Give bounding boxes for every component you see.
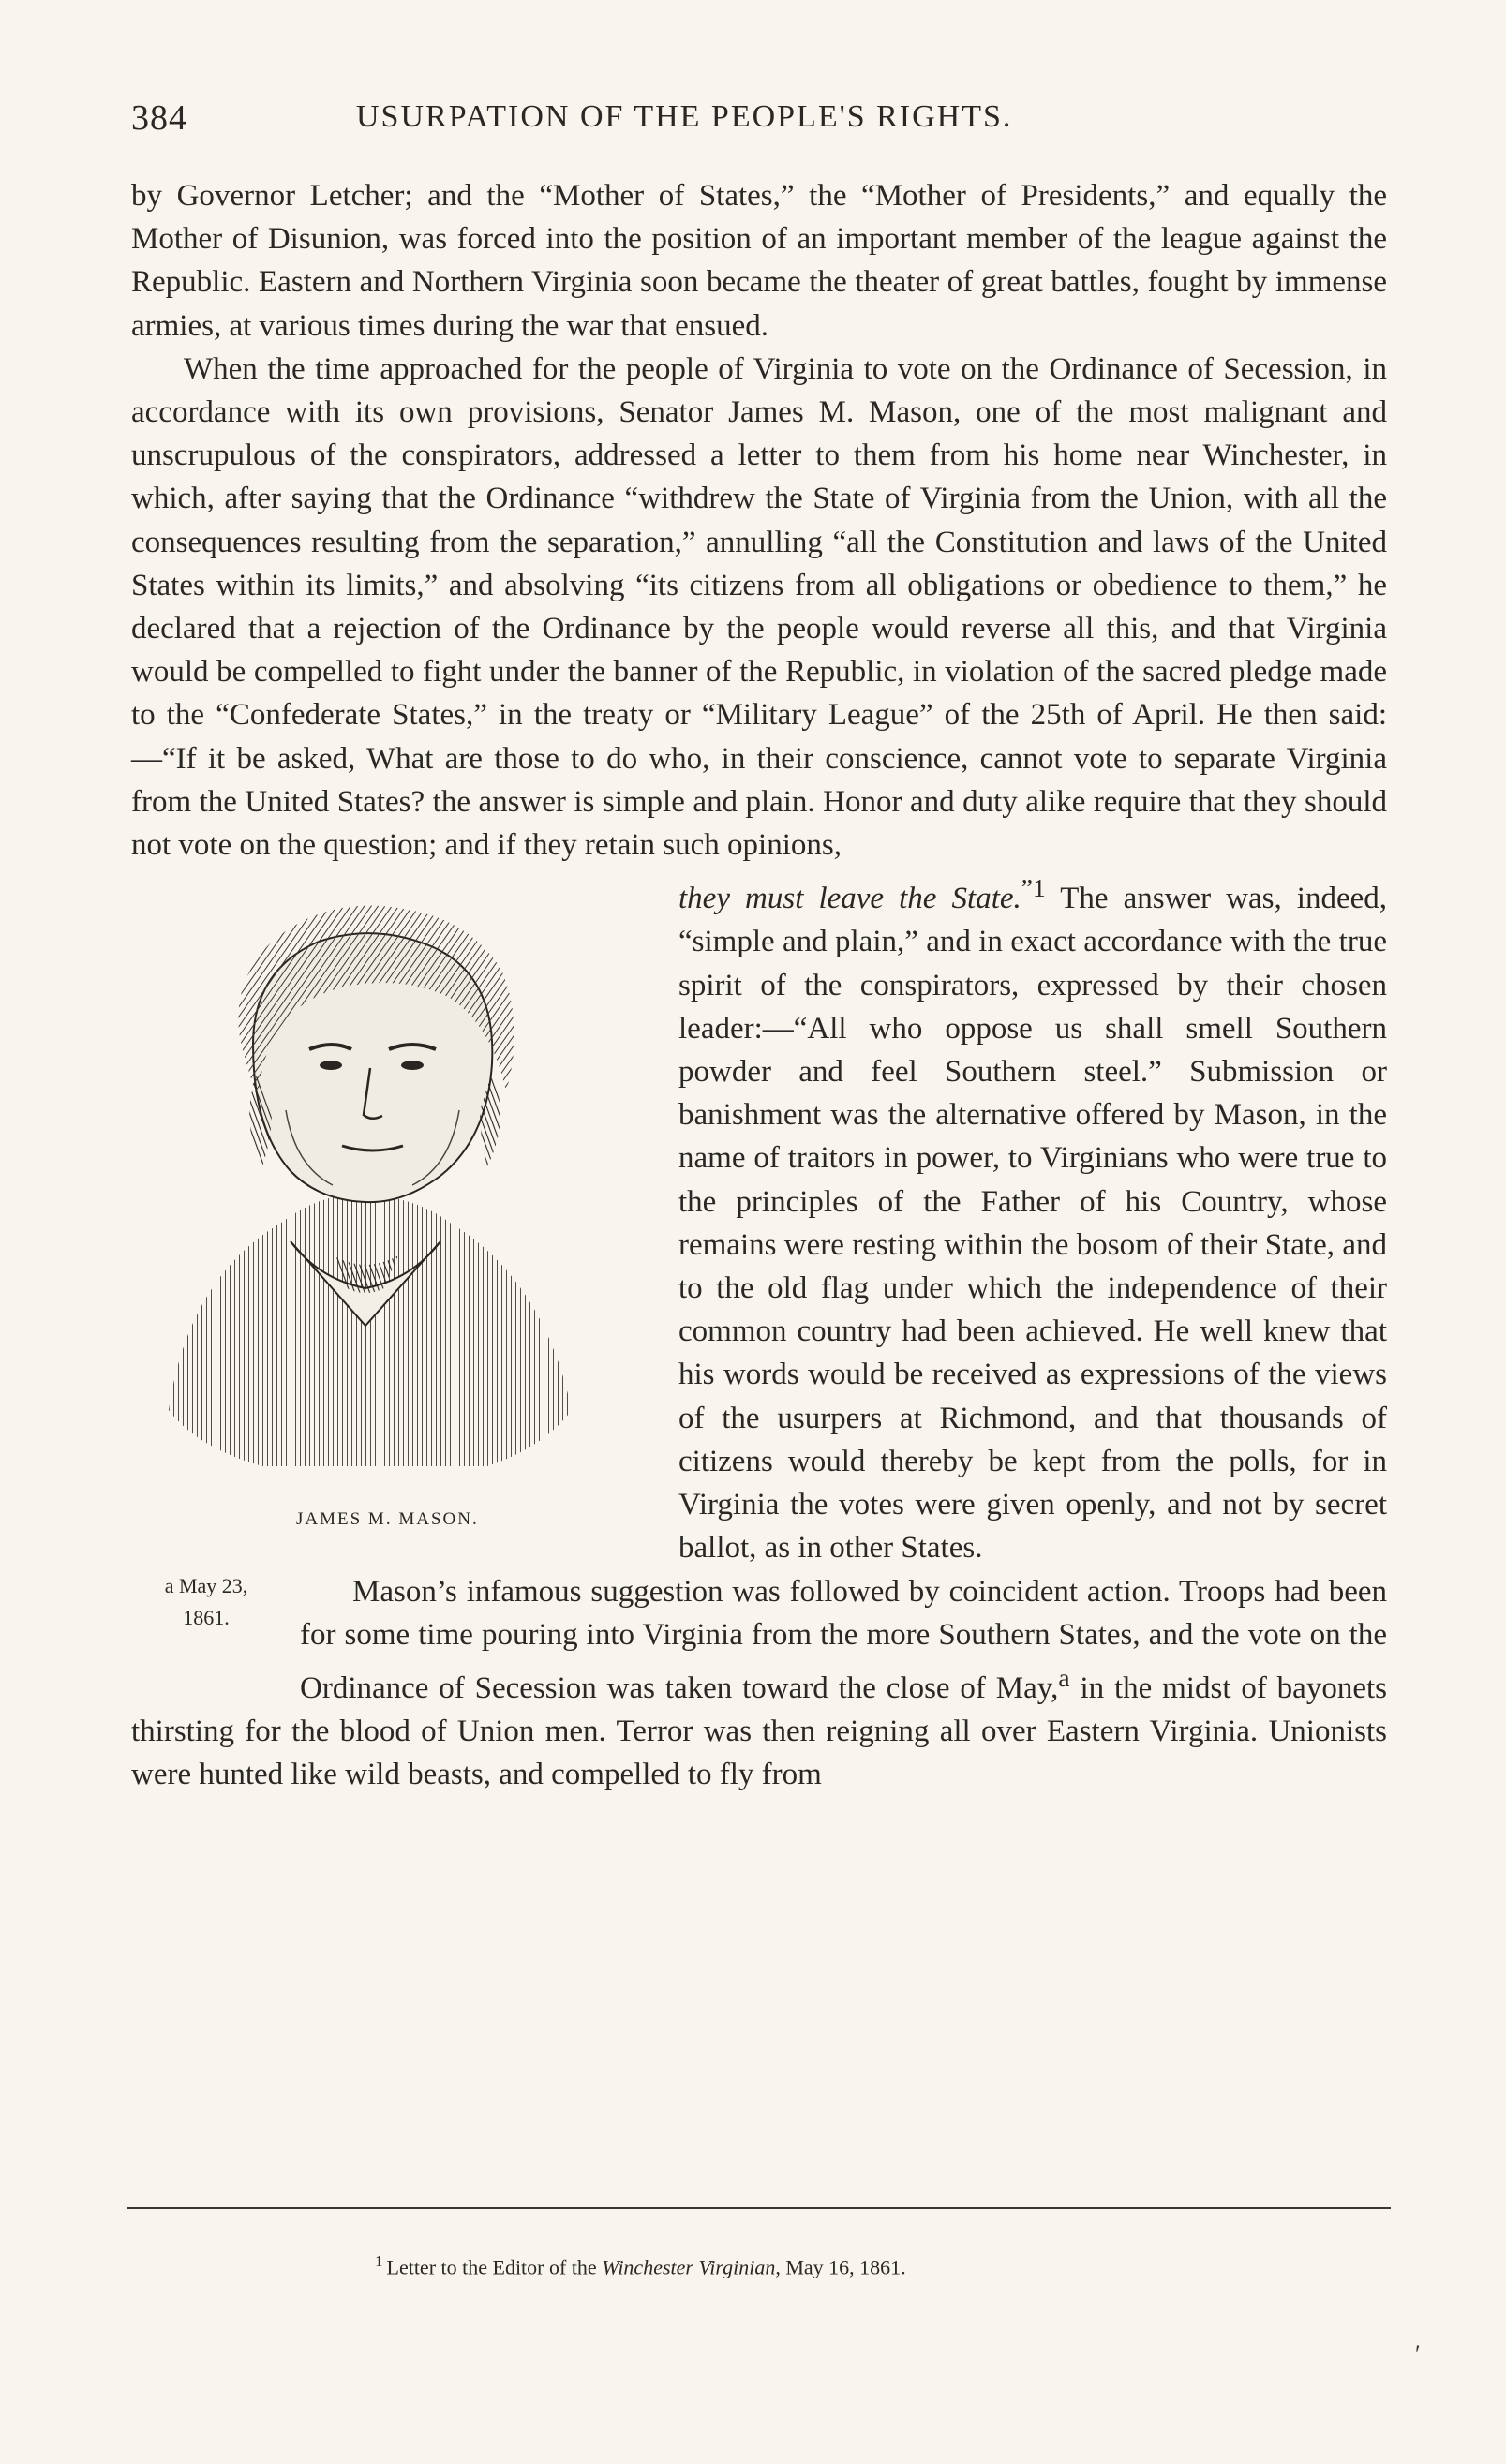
- footnote-text-b: , May 16, 1861.: [775, 2255, 906, 2279]
- portrait-caption: JAMES M. MASON.: [296, 1509, 479, 1530]
- engraved-portrait-image: [131, 885, 619, 1485]
- page-number: 384: [131, 98, 187, 138]
- paragraph-2-part-a: When the time approached for the people of Virginia to vote on the Ordinance of Secession, in accordance with its own provisions, Senator James M. Mason, one of the most malignant and unscrupulous of the conspirators, addressed a letter to them from his home near Winchester, in which, after saying that the Ordinance “withdrew the State of Virginia from the Union, with all the consequences resulting from the separation,” annulling “all the Constitution and laws of the United States within its limits,” and absolving “its citizens from all obligations or obedience to them,” he declared that a rejection of the Ordinance by the people would reverse all this, and that Virginia would be compelled to fight under the banner of the Republic, in violation of the sacred pledge made to the “Confederate States,” in the treaty or “Military League” of the 25th of April. He then said:—“If it be asked, What are those to do who, in their conscience, cannot vote to separate Virginia from the United States? the answer is simple and plain. Honor and duty alike require that they should not vote on the question; and if they retain such opinions,: [131, 351, 1387, 863]
- running-title: USURPATION OF THE PEOPLE'S RIGHTS.: [356, 99, 1013, 134]
- paragraph-3: [131, 1570, 1387, 1797]
- paragraph-2-part-b: The answer was, indeed, “simple and plain,” and in exact accordance with the true spirit of the conspirators, expressed by their chosen leader:—“All who oppose us shall smell Southern powder and feel Southern steel.” Submission or banishment was the alternative offered by Mason, in the name of traitors in power, to Virginians who were true to the principles of the Father of his Country, whose remains were resting within the bosom of their State, and to the old flag under which the independence of their common country had been achieved. He well knew that his words would be received as expressions of the views of the usurpers at Richmond, and that thousands of citizens would thereby be kept from the polls, for in Virginia the votes were given openly, and not by secret ballot, as in other States.: [678, 882, 1388, 1566]
- paragraph-3-part-a: Mason’s infamous suggestion was followed by coincident action. Troops had been for some time pouring into Virginia from the more Southern States, and the vote on the Ordinance of Secession was taken toward the close of May,: [300, 1574, 1387, 1705]
- printing-speck: ′: [1415, 2340, 1421, 2368]
- paragraph-3-part-b: in the midst of bayonets thirsting for the blood of Union men. Terror was then reigning all over Eastern Virginia. Unionists were hunted like wild beasts, and compelled to fly from: [131, 1670, 1387, 1792]
- portrait-figure: [131, 867, 656, 1560]
- paragraph-1: by Governor Letcher; and the “Mother of States,” the “Mother of Presidents,” and equally the Mother of Disunion, was forced into the position of an important member of the league against the Republic. Eastern and Northern Virginia soon became the theater of great battles, fought by immense armies, at various times during the war that ensued.: [131, 179, 1387, 343]
- footnote: [375, 2252, 1387, 2279]
- margin-date-note: [131, 1570, 281, 1673]
- footnote-divider: [127, 2207, 1391, 2209]
- body-text: [131, 174, 1387, 1797]
- margin-note-reference: a: [1058, 1662, 1070, 1692]
- margin-note-line-1: May 23,: [178, 1573, 248, 1597]
- footnote-text-a: Letter to the Editor of the: [386, 2255, 603, 2279]
- footnote-reference: ”1: [1021, 873, 1046, 903]
- italic-quote: they must leave the State.: [678, 882, 1021, 916]
- margin-note-mark: a: [164, 1573, 174, 1597]
- footnote-italic-title: Winchester Virginian: [602, 2255, 776, 2279]
- paragraph-2: [131, 348, 1387, 867]
- footnote-mark: 1: [375, 2252, 383, 2270]
- margin-note-line-2: 1861.: [183, 1605, 230, 1629]
- page-header: [131, 97, 1387, 154]
